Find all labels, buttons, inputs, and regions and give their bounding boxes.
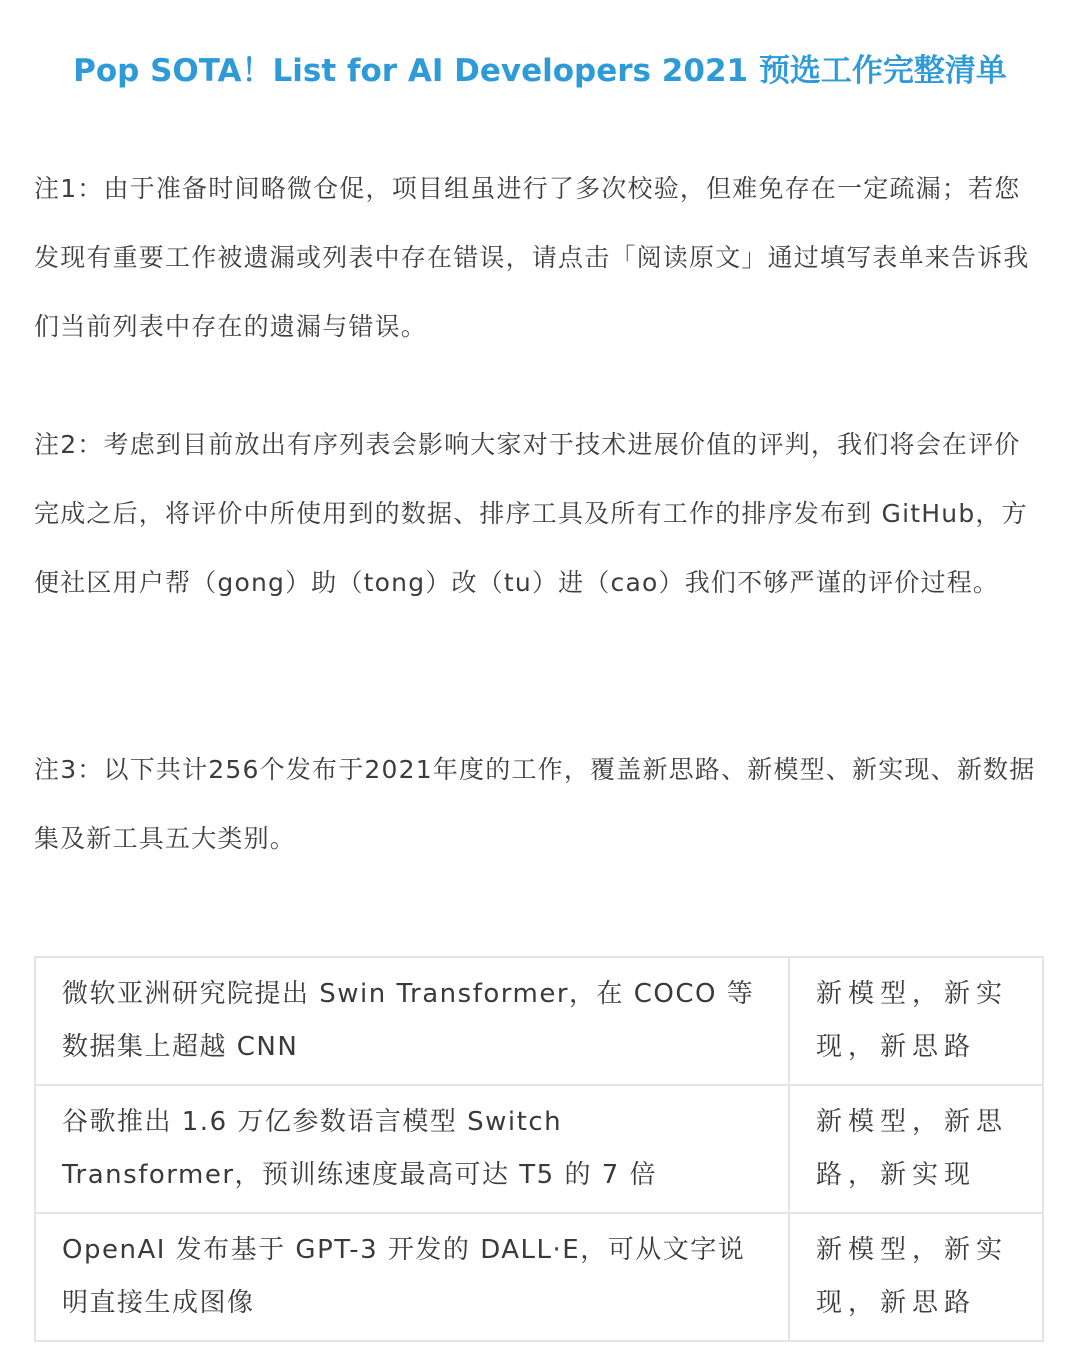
work-categories: 新模型，新实现，新思路 bbox=[789, 1213, 1043, 1341]
works-table bbox=[34, 956, 1044, 1342]
table-row bbox=[35, 957, 1043, 1085]
work-description: 谷歌推出 1.6 万亿参数语言模型 Switch Transformer，预训练速度最高可达 T5 的 7 倍 bbox=[35, 1085, 789, 1213]
work-description: 微软亚洲研究院提出 Swin Transformer，在 COCO 等数据集上超越 CNN bbox=[35, 957, 789, 1085]
note-3: 注3：以下共计256个发布于2021年度的工作，覆盖新思路、新模型、新实现、新数据集及新工具五大类别。 bbox=[34, 755, 1036, 853]
work-description: OpenAI 发布基于 GPT-3 开发的 DALL·E，可从文字说明直接生成图像 bbox=[35, 1213, 789, 1341]
note-2: 注2：考虑到目前放出有序列表会影响大家对于技术进展价值的评判，我们将会在评价完成之后，将评价中所使用到的数据、排序工具及所有工作的排序发布到 GitHub，方便社区用户帮（gong）助（tong）改（tu）进（cao）我们不够严谨的评价过程。 bbox=[34, 430, 1028, 597]
work-categories: 新模型，新实现，新思路 bbox=[789, 957, 1043, 1085]
note-1: 注1：由于准备时间略微仓促，项目组虽进行了多次校验，但难免存在一定疏漏；若您发现有重要工作被遗漏或列表中存在错误，请点击「阅读原文」通过填写表单来告诉我们当前列表中存在的遗漏与错误。 bbox=[34, 174, 1030, 341]
table-row bbox=[35, 1085, 1043, 1213]
page-title: Pop SOTA！List for AI Developers 2021 预选工作完整清单 bbox=[73, 53, 1007, 89]
work-categories: 新模型，新思路，新实现 bbox=[789, 1085, 1043, 1213]
table-row bbox=[35, 1213, 1043, 1341]
